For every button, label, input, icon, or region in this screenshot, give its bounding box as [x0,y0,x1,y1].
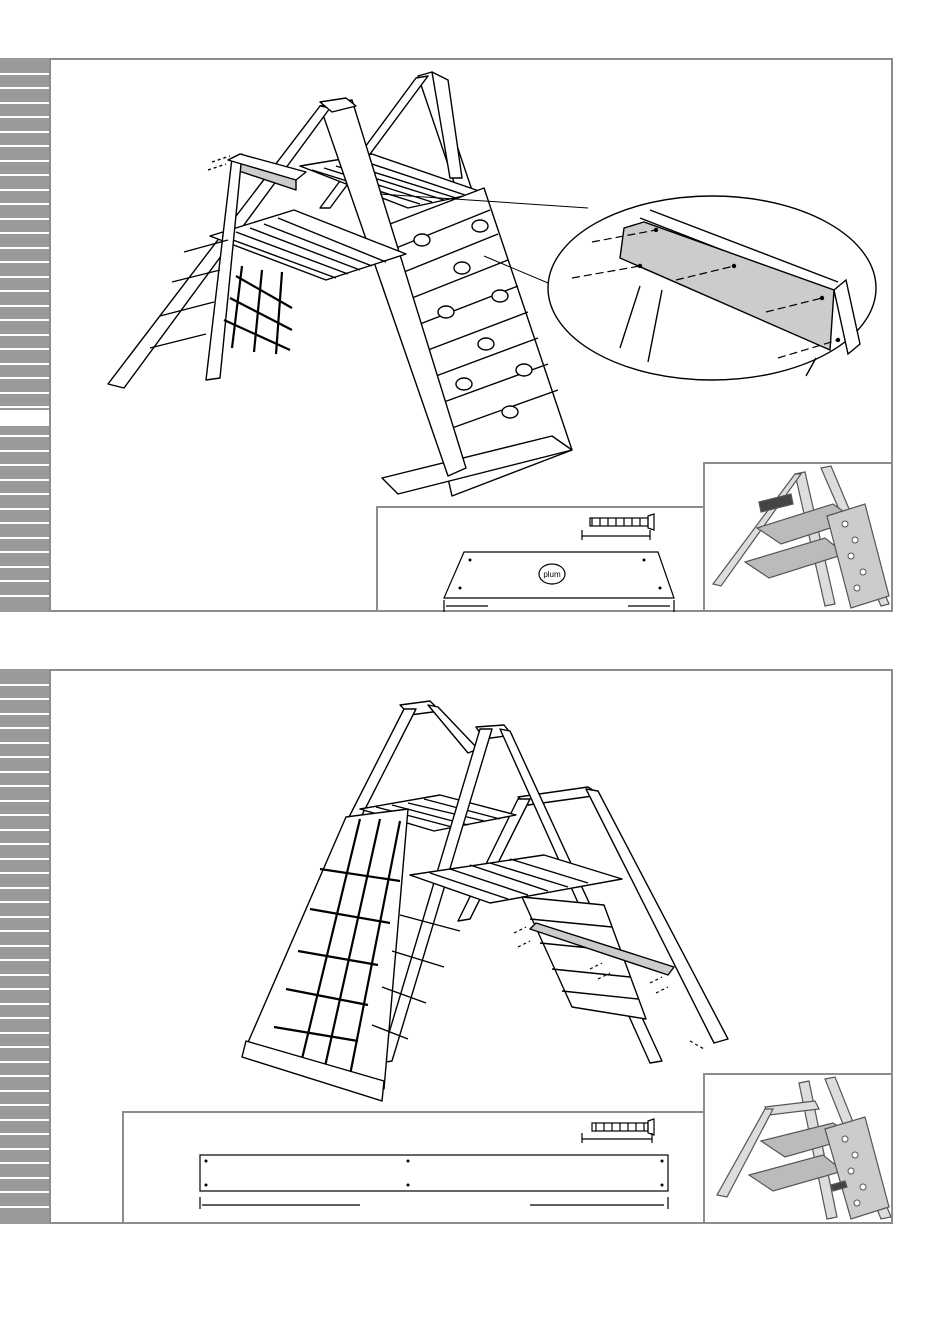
parts-box [122,1111,705,1224]
step-panel-2 [0,669,893,1224]
brand-logo-text: plum [543,570,561,579]
parts-box [376,506,705,612]
detail-zoom [548,196,876,380]
screw-icon [590,518,648,526]
page-marker [0,1292,49,1308]
overview-thumbnail [703,462,893,612]
step-panel-1 [0,58,893,612]
overview-thumbnail [703,1073,893,1224]
board-part [200,1155,668,1191]
